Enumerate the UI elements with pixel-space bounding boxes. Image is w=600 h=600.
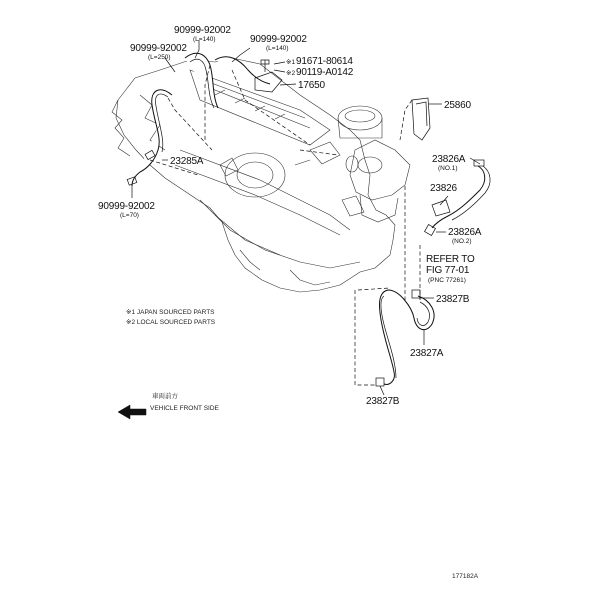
figure-code: 177182A	[452, 573, 479, 580]
note-90999-top-left: (L=250)	[148, 54, 171, 61]
label-23285A: 23285A	[170, 156, 204, 167]
label-17650: 17650	[298, 80, 325, 91]
pcv-valve-icon	[255, 72, 282, 92]
note-90999-top-mid: (L=140)	[193, 36, 216, 43]
note-23826A-1: (NO.1)	[438, 165, 458, 172]
vehicle-front-jp: 車両前方	[152, 393, 178, 400]
label-90999-top-left: 90999-92002	[130, 43, 187, 54]
refer-line3: (PNC 77261)	[428, 277, 466, 284]
label-90999-top-mid: 90999-92002	[174, 25, 231, 36]
note-local-sourced: ※2 LOCAL SOURCED PARTS	[126, 319, 216, 326]
label-90999-top-right: 90999-92002	[250, 34, 307, 45]
note-23826A-2: (NO.2)	[452, 238, 472, 245]
mark-91671: ※1	[286, 59, 296, 66]
hose-left	[132, 90, 172, 186]
label-23826A-2: 23826A	[448, 227, 482, 238]
note-90999-top-right: (L=140)	[266, 45, 289, 52]
label-23826A-1: 23826A	[432, 154, 466, 165]
hose-upper	[185, 53, 218, 108]
label-23826: 23826	[430, 183, 457, 194]
clamp-icon	[127, 177, 137, 185]
refer-line1: REFER TO	[426, 254, 475, 265]
label-23827B-2: 23827B	[366, 396, 400, 407]
label-23827A: 23827A	[410, 348, 444, 359]
hose-23826	[432, 166, 485, 228]
clamp-icon	[376, 378, 384, 386]
refer-line2: FIG 77-01	[426, 265, 470, 276]
vehicle-front-en: VEHICLE FRONT SIDE	[150, 405, 219, 412]
label-90999-bottom: 90999-92002	[98, 201, 155, 212]
arrow-left-icon	[118, 405, 146, 419]
bracket-25860	[412, 98, 430, 140]
mark-90119: ※2	[286, 70, 296, 77]
note-japan-sourced: ※1 JAPAN SOURCED PARTS	[126, 309, 215, 316]
label-25860: 25860	[444, 100, 471, 111]
note-90999-bottom: (L=70)	[120, 212, 139, 219]
hose-upper-right	[215, 57, 270, 84]
label-91671: 91671-80614	[296, 56, 353, 67]
label-90119: 90119-A0142	[296, 67, 354, 78]
label-23827B-1: 23827B	[436, 294, 470, 305]
